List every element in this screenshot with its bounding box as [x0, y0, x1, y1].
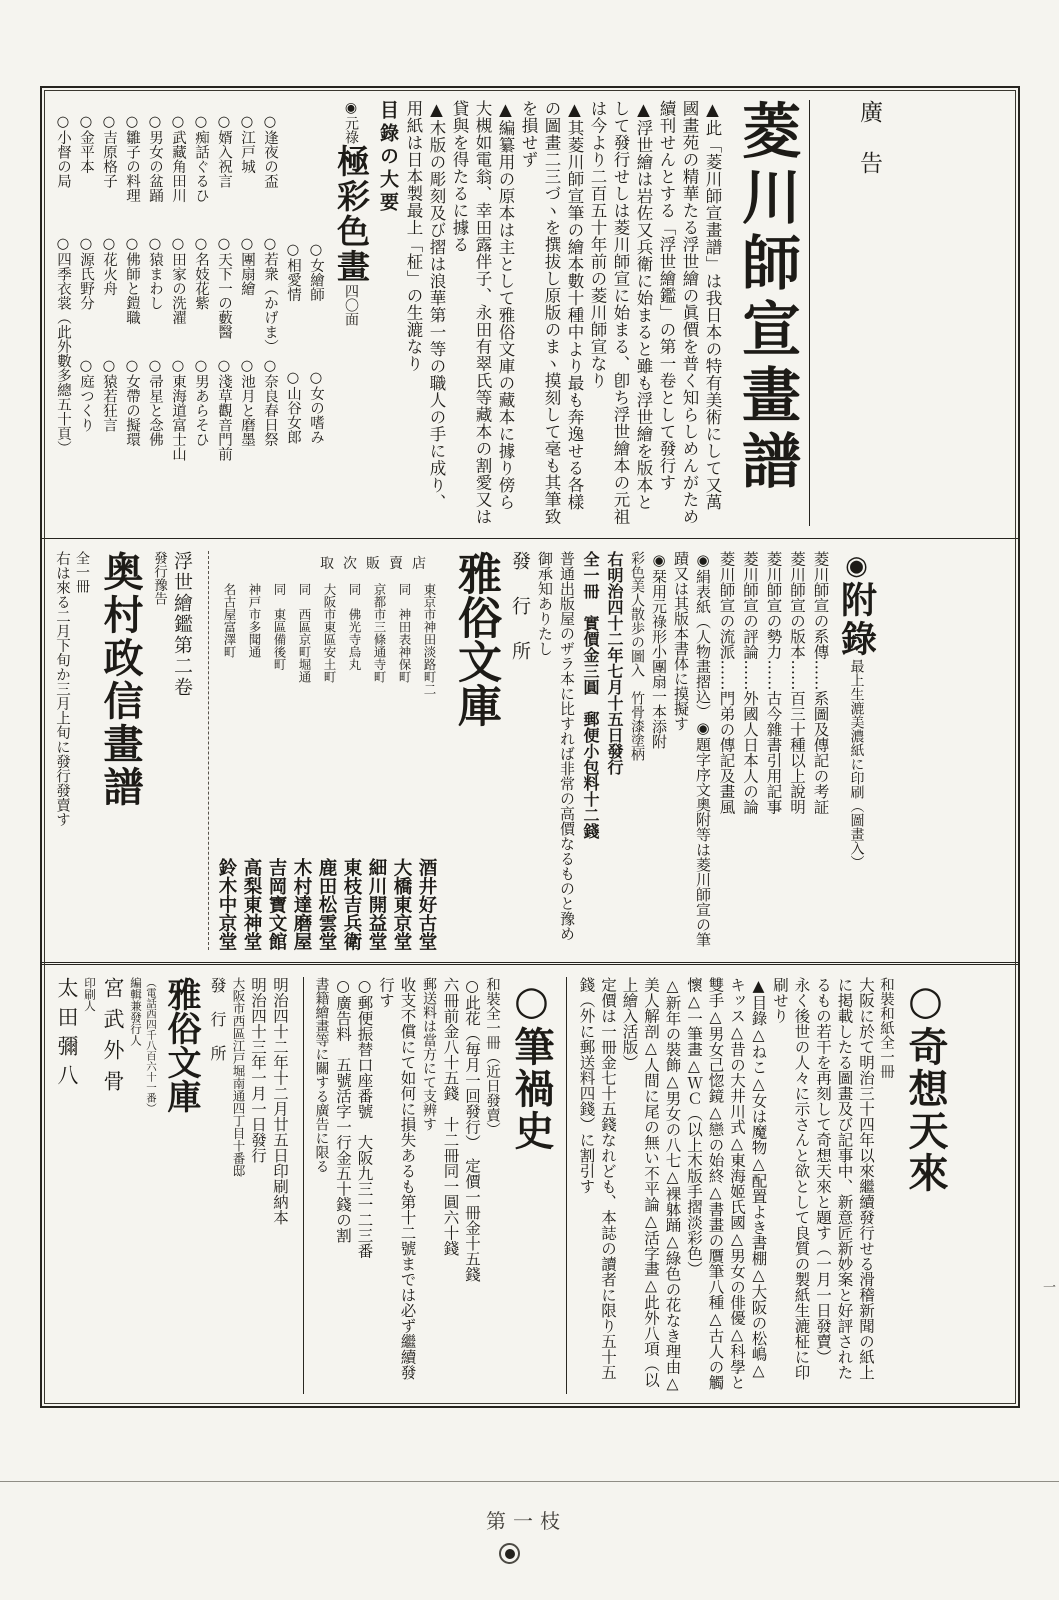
- ad-paragraph: ▲木版の彫刻及び摺は浪華第一等の職人の手に成り、用紙は日本製最上「柾」の生漉なり: [404, 100, 446, 511]
- distributor-header: 取次販賣店: [320, 556, 435, 572]
- catalog-column: [167, 100, 188, 526]
- publisher-name: 雅俗文庫: [450, 551, 501, 727]
- advertisement-frame: [40, 86, 1020, 1408]
- appendix-note-fan-detail: 彩色美人散歩の圖入 竹骨漆塗柄: [629, 551, 645, 761]
- hikka-shi-format: 和裝全一冊（近日發賣）: [484, 977, 500, 1137]
- distributor-address: 同 佛光寺烏丸: [347, 583, 362, 671]
- catalog-column: [52, 100, 73, 526]
- distributor-entry: [415, 583, 437, 950]
- catalog-column: [121, 100, 142, 526]
- catalog-item: ○天下一の藪醫: [216, 236, 232, 339]
- page-margin-mark: 一: [1040, 1280, 1055, 1293]
- preannouncement-section: [52, 551, 209, 950]
- distributor-store: 鈴木中京堂: [216, 857, 237, 950]
- ad-paragraph: ▲浮世繪は岩佐又兵衛に始まると雖も浮世繪を版本として發行せしは菱川師宣に始まる、卽ち浮世繪本の元祖は今より二百五十年前の菱川師宣なり: [588, 100, 653, 525]
- catalog-item: ○淺草觀音門前: [216, 358, 232, 461]
- konohana-line: ○此花（毎月一回發行） 定價一冊金十五錢: [463, 977, 481, 1282]
- advertisement-margin-label: 廣告: [809, 100, 886, 526]
- distributor-address: 京都市三條通寺町: [372, 583, 387, 683]
- catalog-item: ○猿若狂言: [101, 358, 117, 432]
- colophon-issued-date: 明治四十三年一月一日發行: [249, 977, 267, 1163]
- catalog-column: [98, 100, 119, 526]
- distributor-entry: [315, 583, 337, 950]
- kiso-tenrai-paragraph: ▲目錄△ねこ△女は魔物△配置よき書棚△大阪の松嶋△キッス△昔の大井川式△東海姬氏國△男女の俳優△科學と雙手△男女己惚鏡△戀の始終△書畫の贋筆八種△古人の觸懷△一筆畫△ＷＣ（以上木版手摺淡彩色）: [685, 977, 768, 1390]
- colophon-address: 大阪市西區江戸堀南通四丁目十番邸: [231, 977, 246, 1177]
- appendix-subtitle: 最上生漉美濃紙に印刷（圖畫入）: [848, 659, 865, 869]
- distributor-entry: [365, 583, 387, 950]
- catalog-item: ○相愛情: [285, 242, 301, 302]
- colophon-printer-name: 太田彌八: [55, 977, 79, 1093]
- catalog-item: ○團扇繪: [239, 236, 255, 296]
- plate-caption: 第一枝: [486, 1509, 567, 1533]
- hikka-shi-title: ○筆禍史: [508, 977, 555, 1152]
- price-line: 全一冊 實價金三圓 郵便小包料十二錢: [581, 551, 600, 839]
- appendix-title: 附錄: [835, 581, 878, 659]
- distributor-store: 鹿田松雲堂: [316, 857, 337, 950]
- colophon-editor-label: 編輯兼發行人: [129, 977, 143, 1046]
- catalog-item: ○吉原格子: [101, 114, 117, 188]
- appendix-note-fan: ◉栞用元祿形小團扇一本添附: [650, 551, 668, 749]
- konohana-line: 六冊前金八十五錢 十二冊同一圓六十錢: [441, 977, 460, 1256]
- catalog-item: ○若衆（かげま）: [262, 236, 278, 354]
- distributor-entry: [215, 583, 237, 950]
- ad-paragraph: ▲此「菱川師宣畫譜」は我日本の特有美術にして又萬國畫苑の精華たる浮世繪の眞價を普く知らしめんがため續刊せんとする「浮世繪鑑」の第一卷として發行す: [657, 100, 722, 525]
- colophon-printer-label: 印刷人: [83, 977, 97, 1012]
- distributor-store: 吉岡寶文館: [266, 857, 287, 950]
- catalog-item: ○婿入祝言: [216, 114, 232, 188]
- catalog-item: ○猿まわし: [147, 236, 163, 310]
- distributor-entry: [290, 583, 312, 950]
- colophon-publisher-name: 雅俗文庫: [161, 977, 201, 1113]
- kiso-tenrai-title: ○奇想天來: [902, 977, 949, 1194]
- postal-account-line: ○郵便振替口座番號 大阪九三一二三番: [355, 977, 374, 1259]
- catalog-series-count: 四〇面: [343, 284, 359, 326]
- catalog-item: ○佛師と鎧職: [124, 236, 140, 325]
- kiso-tenrai-paragraph: △新年の裝飾△男女の八七△裸躰踊△綠色の花なき理由△美人解剖△人間に尾の無い不平論△活字畫△此外八項（以上繪入活版）: [620, 977, 682, 1393]
- kiso-tenrai-paragraph: 大阪に於て明治三十四年以來繼續發行せる滑稽新聞の紙上に掲載したる圖畫及び記事中、新意匠新妙案と好評されたるもの若干を再刻して奇想天來と題す（一月一日發賣）: [814, 977, 875, 1380]
- section-bullet-icon: ◉: [343, 100, 359, 116]
- ad-title: 菱川師宣畫譜: [732, 100, 801, 496]
- distributor-address: 同 東區備後町: [272, 583, 287, 671]
- section-bullet-icon: ◉: [841, 551, 872, 581]
- ad-paragraph: ▲其菱川師宣筆の繪本數十種中より最も奔逸せる各樣の圖畫二三づヽを撰拔し原版のまヽ摸刻して毫も其筆致を損せず: [519, 100, 584, 525]
- ad-paragraph: ▲編纂用の原本は主として雅俗文庫の藏本に據り傍ら大槻如電翁、幸田露伴子、永田有翠氏等藏本の割愛又は貸與を得たるに據る: [450, 100, 515, 525]
- catalog-item: ○東海道富士山: [170, 358, 186, 461]
- publisher-label: 發行所: [509, 551, 531, 686]
- ad-rate-note: 書籍繪畫等に關する廣告に限る: [313, 977, 330, 1173]
- catalog-item: ○源氏野分: [78, 236, 94, 310]
- catalog-item: ○庭つくり: [78, 358, 94, 432]
- catalog-item: ○男女の盆踊: [147, 114, 163, 203]
- distributor-section: [215, 551, 437, 950]
- appendix-line: 菱川師宣の流派……門弟の傳記及畫風: [717, 551, 736, 815]
- appendix-line: 菱川師宣の版本……百三十種以上說明: [788, 551, 806, 815]
- konohana-line: 郵送料は當方にて支辨す: [421, 977, 437, 1131]
- catalog-item: ○山谷女郎: [285, 370, 301, 444]
- catalog-item: ○女帶の擬環: [124, 358, 140, 447]
- catalog-item: ○雛子の料理: [124, 114, 140, 203]
- catalog-series-title: 極彩色畫: [332, 144, 371, 284]
- catalog-item: ○田家の洗濯: [170, 236, 186, 325]
- registration-mark-icon: [499, 1543, 520, 1564]
- distributor-store: 高梨東神堂: [241, 857, 262, 950]
- colophon-editor-name: 宮武外骨: [101, 977, 125, 1101]
- distributor-store: 大橋東京堂: [391, 857, 412, 950]
- distributor-entry: [340, 583, 362, 950]
- preannounce-title: 奥村政信畫譜: [97, 551, 144, 809]
- distributor-store: 酒井好古堂: [416, 857, 437, 950]
- catalog-header: 目錄の大要: [377, 100, 399, 215]
- catalog-column: [236, 100, 257, 526]
- distributor-address: 同 西區京町堀通: [297, 583, 312, 683]
- appendix-line: 菱川師宣の評論……外國人日本人の論: [741, 551, 759, 815]
- page-bottom-rule: [0, 1481, 1059, 1482]
- section-appendix-publisher: [42, 538, 1018, 962]
- catalog-column: [305, 100, 326, 526]
- catalog-item: ○男あらそひ: [193, 358, 209, 447]
- catalog-item: ○花火舟: [101, 236, 117, 296]
- catalog-column: [213, 100, 234, 526]
- catalog-series-prefix: 元祿: [343, 116, 359, 144]
- colophon-phone: （電話西四千八百六十一番）: [145, 977, 157, 1114]
- issue-date-line: 右明治四十二年七月十五日發行: [605, 551, 624, 775]
- kiso-tenrai-format: 和裝和紙全一冊: [878, 977, 894, 1079]
- distributor-address: 東京市神田淡路町二: [422, 583, 437, 696]
- distributor-address: 同 神田表神保町: [397, 583, 412, 683]
- kiso-tenrai-paragraph: 定價は一冊金七十五錢なれども、本誌の讀者に限り五十五錢（外に郵送料四錢）に割引す: [577, 977, 617, 1380]
- preannounce-note: 發行豫告: [151, 551, 167, 605]
- section-notices-colophon: [42, 962, 1018, 1406]
- preannounce-series: 浮世繪鑑第二卷: [171, 551, 193, 698]
- catalog-column: [282, 100, 303, 526]
- colophon-printed-date: 明治四十二年十二月廿五日印刷納本: [271, 977, 289, 1225]
- catalog-item: ○奈良春日祭: [262, 358, 278, 447]
- catalog-column: [75, 100, 96, 526]
- catalog-item: ○逢夜の盃: [262, 114, 278, 188]
- appendix-line: 菱川師宣の系傳……系圖及傳記の考証: [811, 551, 830, 815]
- catalog-item: ○金平本: [78, 114, 94, 174]
- catalog-item: ○女の嗜み: [308, 370, 324, 444]
- appendix-note-cover: ◉絹表紙（人物畫摺込）◉題字序文奧附等は菱川師宣の筆蹟又は其版本書体に摸擬す: [672, 551, 712, 947]
- distributor-entry: [390, 583, 412, 950]
- catalog-series-heading: [328, 100, 375, 526]
- konohana-line: 收支不償にて如何に損失あるも第十二號までは必ず繼續發行す: [377, 977, 417, 1380]
- colophon-publisher-label: 發行所: [208, 977, 227, 1079]
- distributor-address: 名古屋富澤町: [222, 583, 237, 658]
- catalog-item: ○女繪師: [308, 242, 324, 302]
- appendix-line: 菱川師宣の勢力……古今雜書引用記事: [764, 551, 783, 815]
- colophon-section: [52, 977, 304, 1394]
- distributor-address: 神戸市多聞通: [247, 583, 262, 658]
- price-caution: 普通出版屋のザラ本に比すれば非常の高價なるものと豫め御承知ありたし: [536, 551, 576, 941]
- distributor-store: 木村達磨屋: [291, 857, 312, 950]
- kiso-tenrai-paragraph: 永く後世の人々に示さんと欲として良質の製紙生漉柾に印刷せり: [771, 977, 811, 1380]
- preannounce-volume: 全一冊: [74, 551, 90, 593]
- catalog-item: ○帚星と念佛: [147, 358, 163, 447]
- kiso-tenrai-section: [566, 977, 954, 1394]
- distributor-store: 東枝吉兵衛: [341, 857, 362, 950]
- catalog-item: ○四季衣裳（此外數多總五十頁）: [55, 236, 71, 455]
- catalog-column: [259, 100, 280, 526]
- distributor-entry: [240, 583, 262, 950]
- distributor-entry: [265, 583, 287, 950]
- catalog-item: ○武藏角田川: [170, 114, 186, 203]
- catalog-item: ○江戸城: [239, 114, 255, 174]
- catalog-item: ○痴話ぐるひ: [193, 114, 209, 203]
- appendix-heading: [832, 551, 883, 950]
- catalog-item: ○池月と磨墨: [239, 358, 255, 447]
- distributor-store: 細川開益堂: [366, 857, 387, 950]
- preannounce-schedule: 右は來る二月下旬か三月上旬に發行發賣す: [54, 551, 70, 827]
- catalog-column: [144, 100, 165, 526]
- catalog-item: ○小督の局: [55, 114, 71, 188]
- catalog-column: [190, 100, 211, 526]
- section-moronobu-ad: [42, 88, 1018, 538]
- catalog-item: ○名妓花紫: [193, 236, 209, 310]
- distributor-address: 大阪市東區安土町: [322, 583, 337, 683]
- ad-rate-line: ○廣告料 五號活字一行金五十錢の割: [334, 977, 352, 1243]
